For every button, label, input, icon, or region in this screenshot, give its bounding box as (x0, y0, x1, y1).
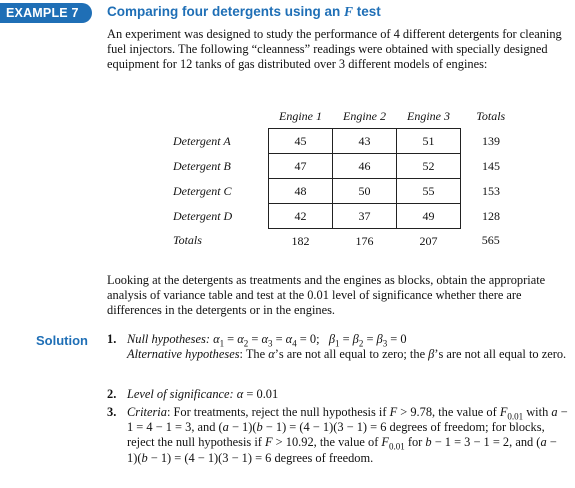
row-label: Detergent C (173, 183, 232, 198)
table-cell: 46 (333, 154, 397, 179)
solution-label: Solution (36, 333, 88, 348)
table-cell: 50 (333, 179, 397, 204)
solution-step-2: 2. Level of significance: α = 0.01 (107, 387, 279, 401)
table-row (165, 204, 521, 229)
table-cell: 49 (397, 204, 461, 229)
solution-step-1: 1. Null hypotheses: $\alpha_1 = \alpha_2 = \alpha_3 = \alpha_4 = 0$; $\beta_1 = \beta_2 = \beta_3 = 0$ Alternative hypotheses: The α’s are not all equal to zero; the β’s are not all equal to zero. (107, 332, 567, 362)
table-row (165, 154, 521, 179)
row-label: Totals (173, 233, 202, 248)
table-header-row (165, 104, 521, 129)
row-total: 128 (482, 208, 500, 223)
table-cell: 55 (397, 179, 461, 204)
question-paragraph: Looking at the detergents as treatments and the engines as blocks, obtain the appropriate analysis of variance table and test at the 0.01 level of significance whether there are differences in the detergents or in the engines. (107, 273, 546, 318)
table-cell: 37 (333, 204, 397, 229)
example-badge: EXAMPLE 7 (0, 3, 92, 23)
row-total: 145 (482, 158, 500, 173)
intro-paragraph: An experiment was designed to study the performance of 4 different detergents for cleaning fuel injectors. The following “cleanness” readings were obtained with specially designed equipment for 12 tanks of gas distributed over 3 different models of engines: (107, 27, 562, 72)
row-total: 153 (482, 183, 500, 198)
column-total: 207 (419, 233, 438, 248)
col-header: Engine 1 (279, 108, 322, 123)
row-total: 139 (482, 133, 500, 148)
table-cell: 47 (269, 154, 333, 179)
data-table (165, 104, 521, 253)
table-cell: 48 (269, 179, 333, 204)
solution-step-3: 3. Criteria: For treatments, reject the null hypothesis if F > 9.78, the value of $F_{0.01}$ with a − 1 = 4 − 1 = 3, and (a − 1)(b − 1) = (4 − 1)(3 − 1) = 6 degrees of freedom; for blocks, reject the null hypothesis if F > 10.92, the value of $F_{0.01}$ for b − 1 = 3 − 1 = 2, and (a − 1)(b − 1) = (4 − 1)(3 − 1) = 6 degrees of freedom. (107, 405, 568, 465)
column-total: 176 (355, 233, 374, 248)
col-header: Engine 3 (407, 108, 450, 123)
table-row (165, 129, 521, 154)
row-label: Detergent D (173, 208, 233, 223)
table-cell: 51 (397, 129, 461, 154)
grand-total: 565 (481, 233, 500, 248)
table-row (165, 179, 521, 204)
table-cell: 45 (269, 129, 333, 154)
column-total: 182 (291, 233, 310, 248)
col-header: Engine 2 (343, 108, 386, 123)
row-label: Detergent A (173, 133, 231, 148)
table-cell: 42 (269, 204, 333, 229)
example-title: Comparing four detergents using an F test (107, 4, 381, 19)
col-header: Totals (476, 108, 506, 123)
totals-row (165, 229, 521, 254)
table-cell: 52 (397, 154, 461, 179)
row-label: Detergent B (173, 158, 231, 173)
table-cell: 43 (333, 129, 397, 154)
